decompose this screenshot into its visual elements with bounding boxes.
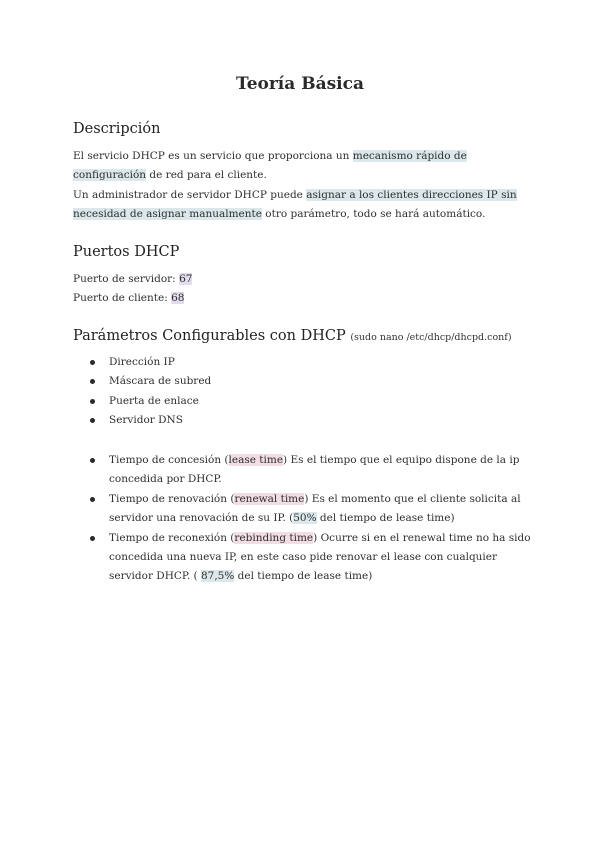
bullet-icon (90, 360, 95, 365)
server-port-label: Puerto de servidor: (73, 273, 180, 285)
rebinding-text-pre: Tiempo de reconexión ( (109, 531, 235, 544)
page-title: Teoría Básica (236, 74, 364, 94)
list-item-lease-time (90, 451, 535, 490)
highlight-rebinding-time: rebinding time (234, 531, 314, 544)
descripcion-p2-start: Un administrador de servidor DHCP puede (73, 188, 307, 201)
client-port-label: Puerto de cliente: (73, 292, 172, 305)
descripcion-p1-end: de red para el cliente. (146, 169, 267, 182)
section-heading-puertos: Puertos DHCP (73, 244, 180, 260)
bullet-icon (90, 536, 95, 541)
highlight-assign: asignar a los clientes direcciones IP sin necesidad de asignar manualmente (73, 188, 517, 220)
bullet-icon (90, 399, 95, 404)
rebinding-percentage: 87,5% (200, 570, 235, 583)
lease-text-pre: Tiempo de concesión ( (109, 454, 229, 466)
client-port-value: 68 (171, 292, 185, 305)
bullet-icon (90, 379, 95, 384)
config-params-list (90, 353, 535, 431)
bullet-icon (90, 418, 95, 423)
list-item-rebinding-time (90, 529, 535, 587)
highlight-lease-time: lease time (228, 454, 284, 466)
list-item-renewal-time (90, 490, 535, 529)
parametros-heading-text: Parámetros Configurables con DHCP (73, 328, 346, 344)
rebinding-text-post: del tiempo de lease time) (234, 570, 373, 583)
list-item (90, 392, 535, 411)
list-item (90, 353, 535, 372)
config-command: (sudo nano /etc/dhcp/dhcpd.conf) (350, 332, 512, 343)
renewal-text-mid: ) Es el momento que el cliente solicita al servidor una renovación de su IP. ( (109, 492, 521, 525)
list-item (90, 372, 535, 391)
list-item-text: Dirección IP (109, 356, 175, 368)
list-item-text: Servidor DNS (109, 414, 183, 427)
renewal-percentage: 50% (293, 512, 317, 525)
list-item-text: Máscara de subred (109, 375, 212, 388)
list-item (90, 411, 535, 430)
time-params-list (90, 451, 535, 587)
highlight-renewal-time: renewal time (234, 492, 305, 505)
section-heading-parametros (73, 328, 512, 344)
puertos-text (73, 270, 533, 309)
list-item-text: Puerta de enlace (109, 394, 199, 407)
section-heading-descripcion: Descripción (73, 121, 161, 137)
renewal-text-pre: Tiempo de renovación ( (109, 492, 235, 505)
server-port-value: 67 (179, 273, 193, 285)
descripcion-p2-end: otro parámetro, todo se hará automático. (261, 207, 486, 220)
descripcion-p1-start: El servicio DHCP es un servicio que proporciona un (73, 150, 353, 162)
bullet-icon (90, 458, 95, 463)
bullet-icon (90, 497, 95, 502)
lease-text-post: ) Es el tiempo que el equipo dispone de la ip concedida por DHCP. (109, 454, 520, 486)
renewal-text-post: del tiempo de lease time) (316, 512, 455, 525)
descripcion-text (73, 147, 533, 224)
rebinding-text-mid: ) Ocurre si en el renewal time no ha sido concedida una nueva IP, en este caso pide renovar el lease con cualquier servidor DHCP. ( (109, 531, 531, 583)
highlight-config: mecanismo rápido de configuración (73, 150, 467, 182)
